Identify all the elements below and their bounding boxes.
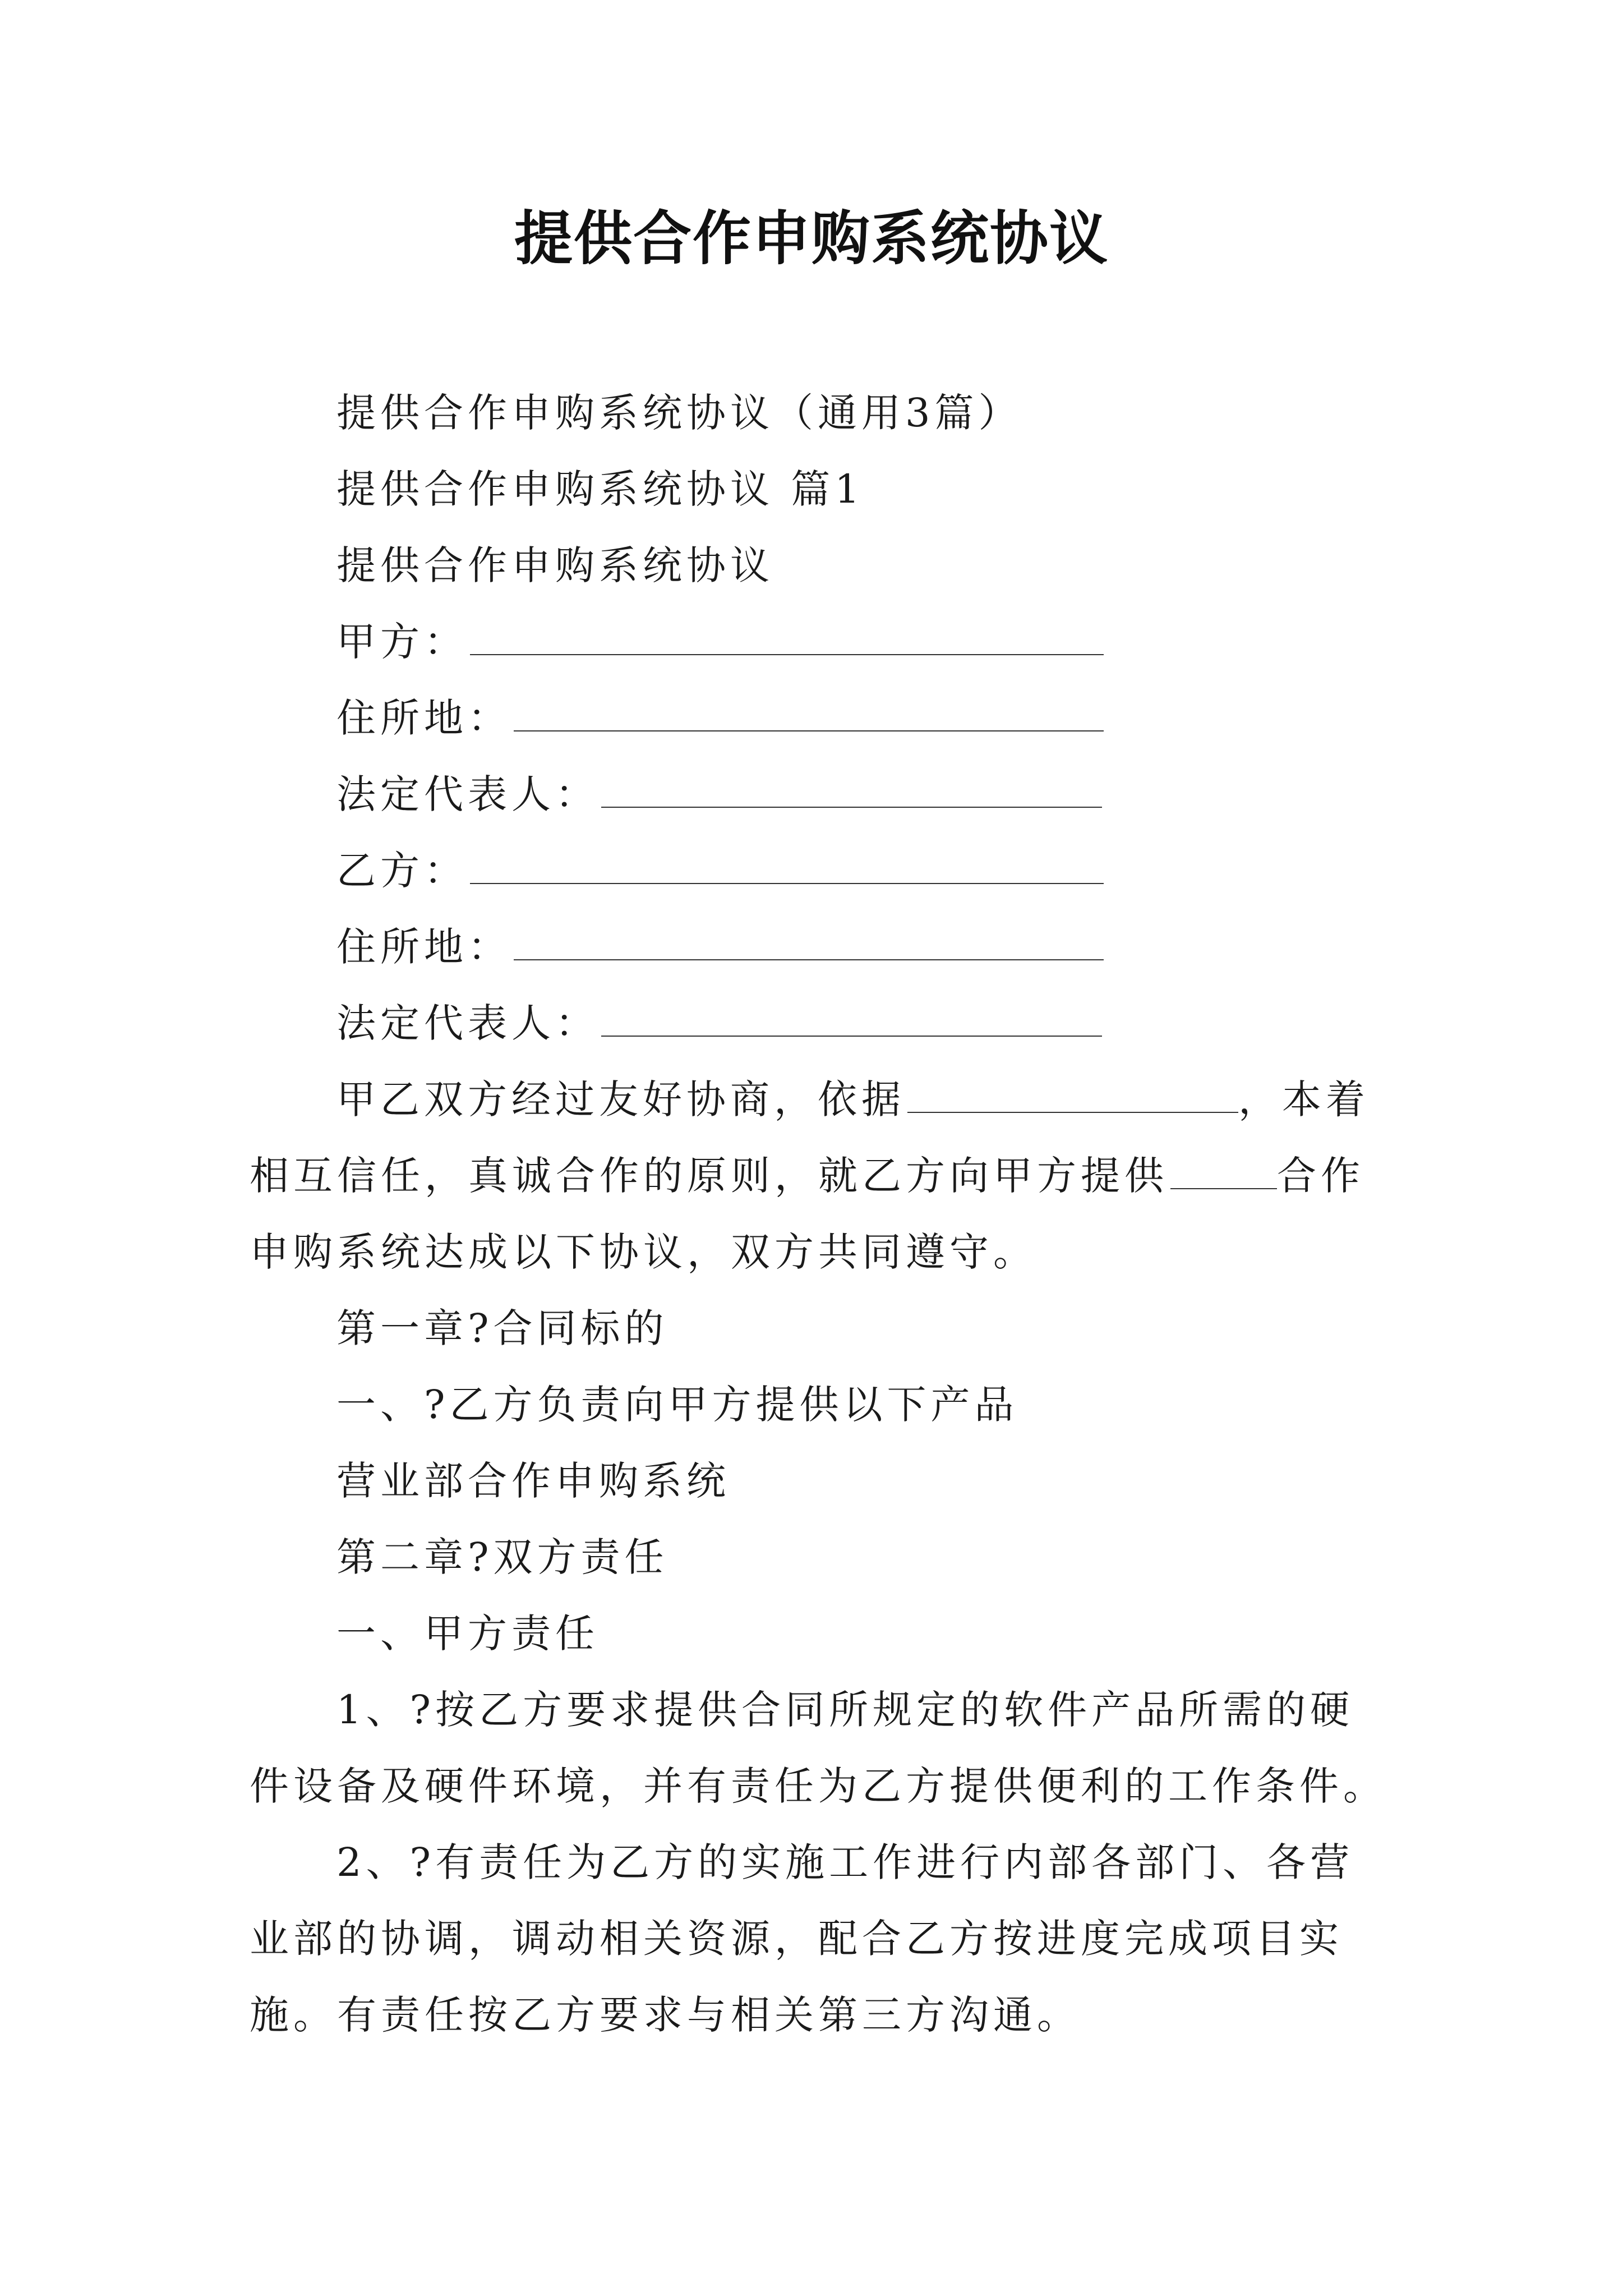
party-b-rep-label: 法定代表人： xyxy=(336,1000,599,1046)
document-title: 提供合作申购系统协议 xyxy=(514,204,1109,273)
product-blank xyxy=(1170,1152,1277,1189)
chapter2-item2: 2、?有责任为乙方的实施工作进行内部各部门、各营业部的协调，调动相关资源，配合乙方按进度完成项目实施。有责任按乙方要求与相关第三方沟通。 xyxy=(250,1839,1354,2038)
party-b-blank xyxy=(470,847,1104,884)
chapter2-section1: 一、甲方责任 xyxy=(336,1611,599,1657)
party-a-label: 甲方： xyxy=(336,619,468,665)
party-a-blank xyxy=(470,618,1104,655)
preamble-paragraph xyxy=(250,1061,1388,1290)
chapter1-product: 营业部合作申购系统 xyxy=(336,1458,730,1504)
preamble-part2: ，本着相互信任，真诚合作的原则，就乙方向甲方提供 xyxy=(250,1076,1370,1199)
preamble-part3: 合作申购系统达成以下协议，双方共同遵守。 xyxy=(250,1153,1364,1275)
agreement-name: 提供合作申购系统协议 xyxy=(336,542,774,588)
party-a-rep-line xyxy=(250,756,1388,832)
chapter2-item1: 1、?按乙方要求提供合同所规定的软件产品所需的硬件设备及硬件环境，并有责任为乙方提供便利的工作条件。 xyxy=(250,1687,1387,1809)
subtitle: 提供合作申购系统协议（通用3篇） xyxy=(336,390,1022,436)
party-b-address-line xyxy=(250,909,1388,985)
party-b-rep-line xyxy=(250,985,1388,1061)
basis-blank xyxy=(907,1076,1238,1113)
party-a-address-line xyxy=(250,680,1388,756)
chapter1-item1: 一、?乙方负责向甲方提供以下产品 xyxy=(336,1382,1018,1428)
section-heading: 提供合作申购系统协议 篇1 xyxy=(336,466,864,512)
party-b-line xyxy=(250,832,1388,909)
party-b-rep-blank xyxy=(601,1000,1102,1037)
party-a-rep-label: 法定代表人： xyxy=(336,771,599,817)
party-a-address-label: 住所地： xyxy=(336,695,511,741)
party-a-rep-blank xyxy=(601,771,1102,808)
party-b-address-label: 住所地： xyxy=(336,924,511,970)
party-a-line xyxy=(250,604,1388,680)
document-body xyxy=(250,375,1388,2053)
preamble-part1: 甲乙双方经过友好协商，依据 xyxy=(336,1076,905,1122)
chapter1-heading: 第一章?合同标的 xyxy=(336,1305,668,1351)
chapter2-heading: 第二章?双方责任 xyxy=(336,1534,668,1580)
party-b-label: 乙方： xyxy=(336,848,468,894)
party-a-address-blank xyxy=(514,694,1104,731)
party-b-address-blank xyxy=(514,923,1104,960)
